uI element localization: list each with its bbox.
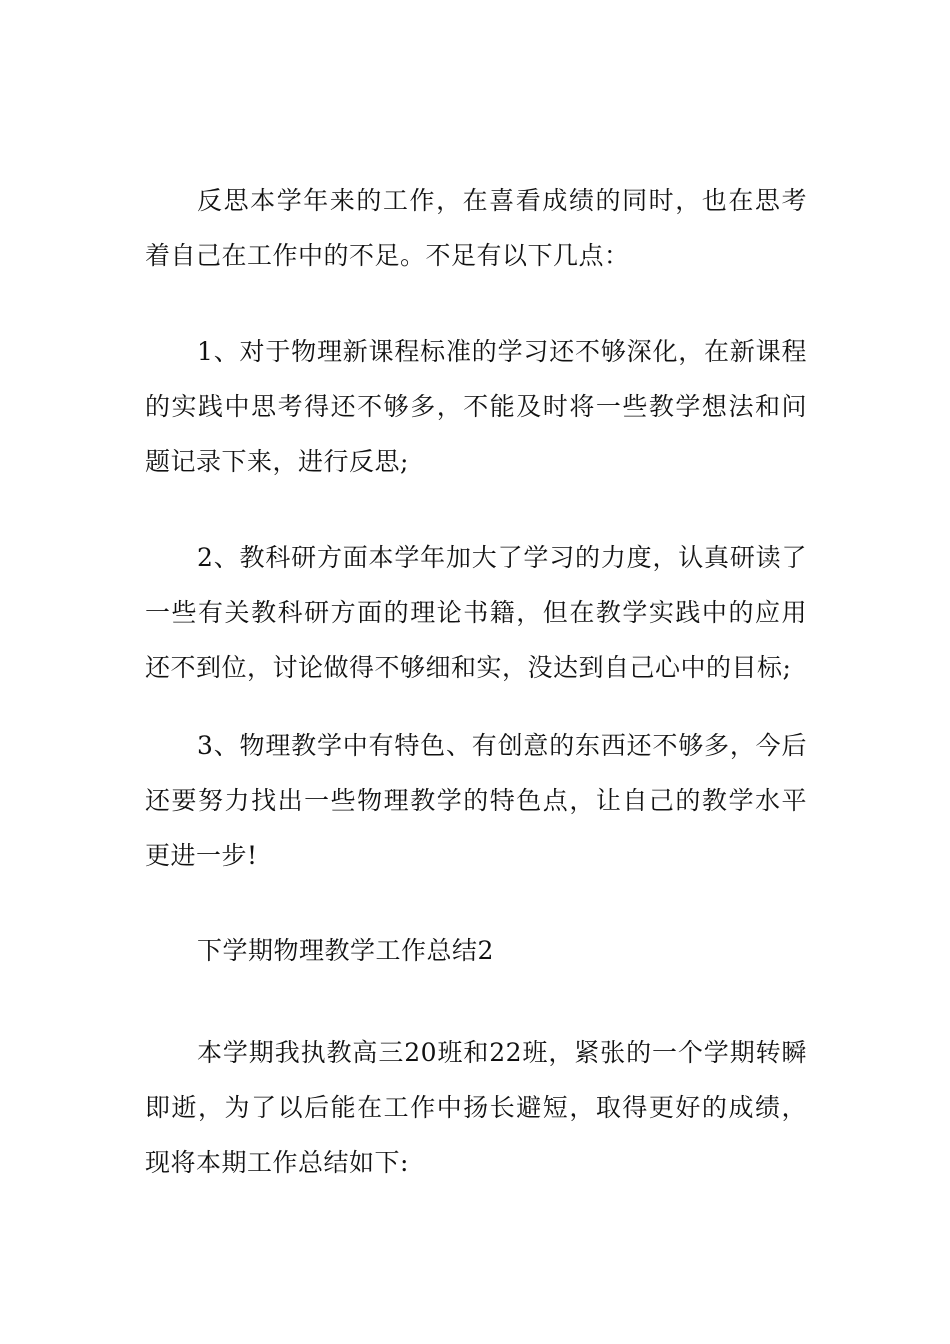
paragraph-reflection-intro: 反思本学年来的工作，在喜看成绩的同时，也在思考着自己在工作中的不足。不足有以下几点： bbox=[145, 186, 807, 270]
paragraph-summary-intro: 本学期我执教高三20班和22班，紧张的一个学期转瞬即逝，为了以后能在工作中扬长避短，取得更好的成绩，现将本期工作总结如下: bbox=[145, 1038, 807, 1177]
paragraph-point-1: 1、对于物理新课程标准的学习还不够深化，在新课程的实践中思考得还不够多，不能及时将一些教学想法和问题记录下来，进行反思; bbox=[145, 337, 807, 476]
section-heading: 下学期物理教学工作总结2 bbox=[197, 936, 494, 965]
paragraph-point-3: 3、物理教学中有特色、有创意的东西还不够多，今后还要努力找出一些物理教学的特色点，让自己的教学水平更进一步! bbox=[145, 731, 807, 870]
paragraph-point-2: 2、教科研方面本学年加大了学习的力度，认真研读了一些有关教科研方面的理论书籍，但在教学实践中的应用还不到位，讨论做得不够细和实，没达到自己心中的目标; bbox=[145, 543, 807, 682]
